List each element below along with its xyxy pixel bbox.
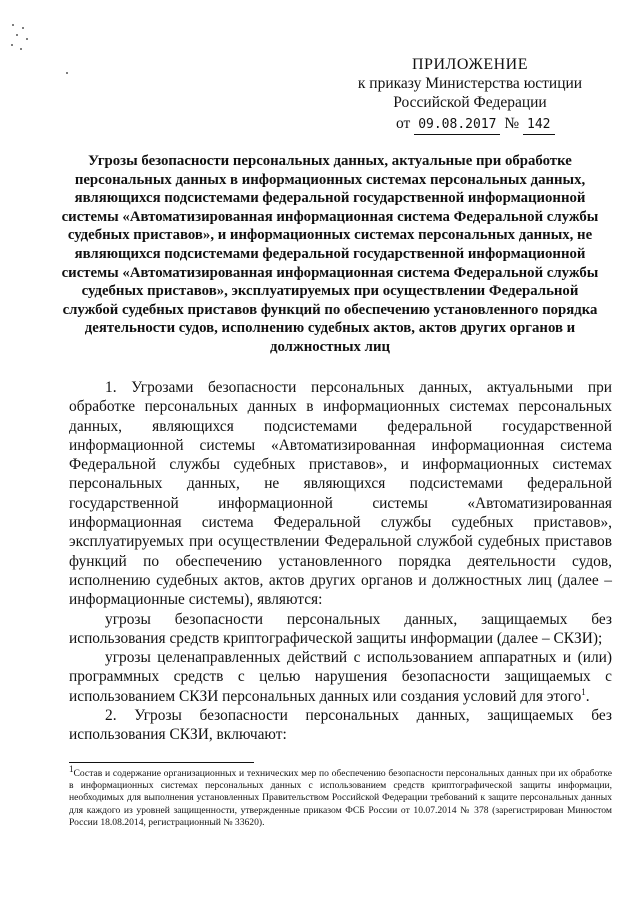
document-body (69, 378, 612, 745)
appendix-date-line (330, 114, 610, 135)
footnote-text: Состав и содержание организационных и технических мер по обеспечению безопасности персональных данных при их обработке в информационных системах персональных данных с использованием средств криптографической защиты информации, необходимых для выполнения установленных Правительством Российской Федерации требований к защите персональных данных для каждого из уровней защищенности, утвержденные приказом ФСБ России от 10.07.2014 № 378 (зарегистрирован Минюстом России 18.08.2014, регистрационный № 33620). (69, 768, 612, 828)
scan-marks (8, 22, 38, 62)
paragraph-3-end: . (585, 687, 590, 705)
appendix-order-line: к приказу Министерства юстиции (357, 75, 583, 92)
paragraph-4: 2. Угрозы безопасности персональных данных, защищаемых без использования СКЗИ, включают: (69, 707, 612, 744)
document-heading: Угрозы безопасности персональных данных, актуальные при обработке персональных данных в информационных системах персональных данных, являющихся подсистемами федеральной государственной информационной системы «Автоматизированная информационная система Федеральной службы судебных приставов», и информационных системах персональных данных, не являющихся подсистемами федеральной государственной информационной системы «Автоматизированная информационная система Федеральной службы судебных приставов», эксплуатируемых при осуществлении Федеральной службой судебных приставов функций по обеспечению установленного порядка деятельности судов, исполнению судебных актов, актов других органов и должностных лиц (61, 153, 599, 355)
number-prefix: № (504, 115, 520, 132)
order-number: 142 (523, 115, 554, 135)
footnote (69, 763, 612, 829)
appendix-title: ПРИЛОЖЕНИЕ (411, 56, 528, 73)
paragraph-1: 1. Угрозами безопасности персональных данных, актуальными при обработке персональных данных в информационных системах персональных данных, являющихся подсистемами федеральной государственной информационной системы «Автоматизированная информационная система Федеральной службы судебных приставов», и информационных системах персональных данных, не являющихся подсистемами федеральной государственной информационной системы «Автоматизированная информационная система Федеральной службы судебных приставов», эксплуатируемых при осуществлении Федеральной службой судебных приставов функций по обеспечению установленного порядка деятельности судов, исполнению судебных актов, актов других органов и должностных лиц (далее – информационные системы), являются: (69, 379, 612, 609)
footnote-divider (69, 762, 254, 763)
appendix-header (330, 55, 610, 135)
order-date: 09.08.2017 (414, 115, 500, 135)
paragraph-2: угрозы безопасности персональных данных, защищаемых без использования средств криптографической защиты информации (далее – СКЗИ); (69, 610, 612, 647)
footnote-marker: 1 (69, 763, 74, 774)
paragraph-3-text: угрозы целенаправленных действий с использованием аппаратных и (или) программных средств с целью нарушения безопасности защищаемых с использованием СКЗИ персональных данных или создания условий для этого (69, 649, 612, 705)
paragraph-3 (69, 648, 612, 706)
appendix-ministry-line: Российской Федерации (393, 94, 547, 111)
footnote-reference[interactable]: 1 (581, 686, 586, 697)
date-prefix: от (396, 115, 411, 132)
